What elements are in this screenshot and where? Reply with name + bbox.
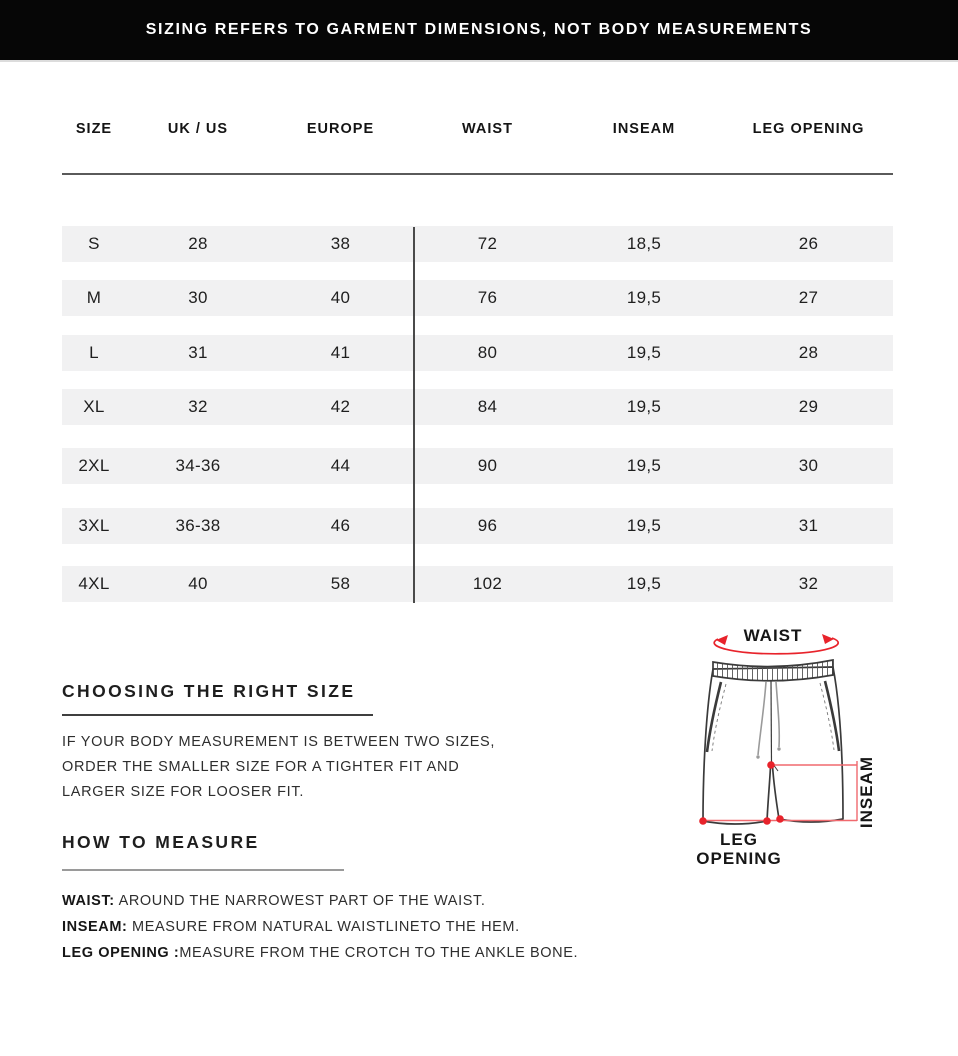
table-cell: 76	[477, 288, 498, 307]
table-cell: 19,5	[626, 288, 662, 307]
measure-item-inseam-text: MEASURE FROM NATURAL WAISTLINETO THE HEM.	[127, 919, 520, 935]
table-cell: 19,5	[626, 456, 662, 475]
table-cell: 96	[477, 516, 498, 535]
measure-item-waist-text: AROUND THE NARROWEST PART OF THE WAIST.	[114, 893, 486, 909]
table-row-4xl	[62, 566, 893, 602]
header-divider-line	[62, 173, 893, 175]
measure-heading-underline	[62, 869, 344, 871]
table-cell: 28	[798, 343, 819, 362]
table-cell: XL	[83, 397, 105, 416]
col-header-waist: WAIST	[462, 121, 513, 137]
table-cell: 30	[798, 456, 819, 475]
table-cell: 44	[330, 456, 351, 475]
leg-opening-label-line1: LEG	[720, 830, 758, 849]
table-cell: 30	[188, 288, 208, 307]
top-banner	[0, 0, 958, 62]
table-cell: 19,5	[626, 343, 662, 362]
table-cell: 102	[472, 574, 503, 593]
size-table-header	[62, 113, 893, 145]
table-cell: 26	[798, 234, 819, 253]
choosing-size-heading: CHOOSING THE RIGHT SIZE	[62, 681, 356, 701]
measure-item-leg-opening-label: LEG OPENING :	[62, 945, 180, 961]
choosing-heading-underline	[62, 714, 373, 716]
measure-instructions	[62, 888, 682, 966]
table-cell: 4XL	[78, 574, 110, 593]
table-cell: 31	[798, 516, 819, 535]
col-header-size: SIZE	[75, 121, 113, 137]
table-cell: 28	[188, 234, 208, 253]
measure-item-waist-label: WAIST:	[62, 893, 115, 909]
table-cell: L	[89, 343, 99, 362]
table-cell: 19,5	[626, 397, 662, 416]
banner-title: SIZING REFERS TO GARMENT DIMENSIONS, NOT BODY MEASUREMENTS	[145, 21, 813, 38]
table-cell: 80	[477, 343, 498, 362]
table-cell: 19,5	[626, 516, 662, 535]
table-cell: 27	[798, 288, 819, 307]
measure-item-leg-opening	[62, 940, 682, 966]
table-cell: 40	[330, 288, 351, 307]
choosing-line-3: LARGER SIZE FOR LOOSER FIT.	[62, 784, 305, 800]
table-cell: 29	[798, 397, 819, 416]
table-cell: 34-36	[175, 456, 221, 475]
measure-item-inseam-label: INSEAM:	[62, 919, 128, 935]
choosing-size-text	[62, 730, 582, 805]
table-cell: 31	[188, 343, 208, 362]
how-to-measure-heading: HOW TO MEASURE	[62, 832, 260, 852]
col-header-leg-opening: LEG OPENING	[752, 121, 865, 137]
table-cell: 90	[477, 456, 498, 475]
choosing-line-1: IF YOUR BODY MEASUREMENT IS BETWEEN TWO SIZES,	[62, 734, 496, 750]
shorts-diagram-illustration	[680, 614, 958, 876]
shorts-outline	[703, 660, 843, 824]
shorts-measurement-diagram	[680, 614, 958, 876]
table-row-3xl	[62, 508, 893, 544]
col-header-inseam: INSEAM	[612, 121, 676, 137]
table-vertical-divider	[413, 227, 415, 603]
table-cell: 2XL	[78, 456, 110, 475]
table-cell: 72	[477, 234, 498, 253]
table-row-s	[62, 226, 893, 262]
measure-item-inseam	[62, 914, 682, 940]
measure-item-leg-opening-text: MEASURE FROM THE CROTCH TO THE ANKLE BONE.	[179, 945, 579, 961]
table-row-m	[62, 280, 893, 316]
table-cell: 46	[330, 516, 351, 535]
col-header-europe: EUROPE	[306, 121, 375, 137]
table-cell: 38	[330, 234, 351, 253]
col-header-uk-us: UK / US	[167, 121, 229, 137]
table-cell: 36-38	[175, 516, 221, 535]
table-cell: M	[86, 288, 102, 307]
table-cell: 32	[188, 397, 208, 416]
table-cell: 40	[188, 574, 208, 593]
table-cell: 19,5	[626, 574, 662, 593]
table-cell: 84	[477, 397, 498, 416]
table-cell: 32	[798, 574, 819, 593]
table-row-xl	[62, 389, 893, 425]
table-cell: 58	[330, 574, 351, 593]
leg-opening-label-line2: OPENING	[696, 849, 782, 868]
table-row-l	[62, 335, 893, 371]
table-cell: S	[88, 234, 100, 253]
table-cell: 41	[330, 343, 351, 362]
inseam-label: INSEAM	[857, 755, 876, 829]
waist-label: WAIST	[743, 626, 803, 645]
table-cell: 3XL	[78, 516, 110, 535]
choosing-line-2: ORDER THE SMALLER SIZE FOR A TIGHTER FIT AND	[62, 759, 460, 775]
measure-item-waist	[62, 888, 682, 914]
table-cell: 18,5	[626, 234, 662, 253]
table-row-2xl	[62, 448, 893, 484]
table-cell: 42	[330, 397, 351, 416]
